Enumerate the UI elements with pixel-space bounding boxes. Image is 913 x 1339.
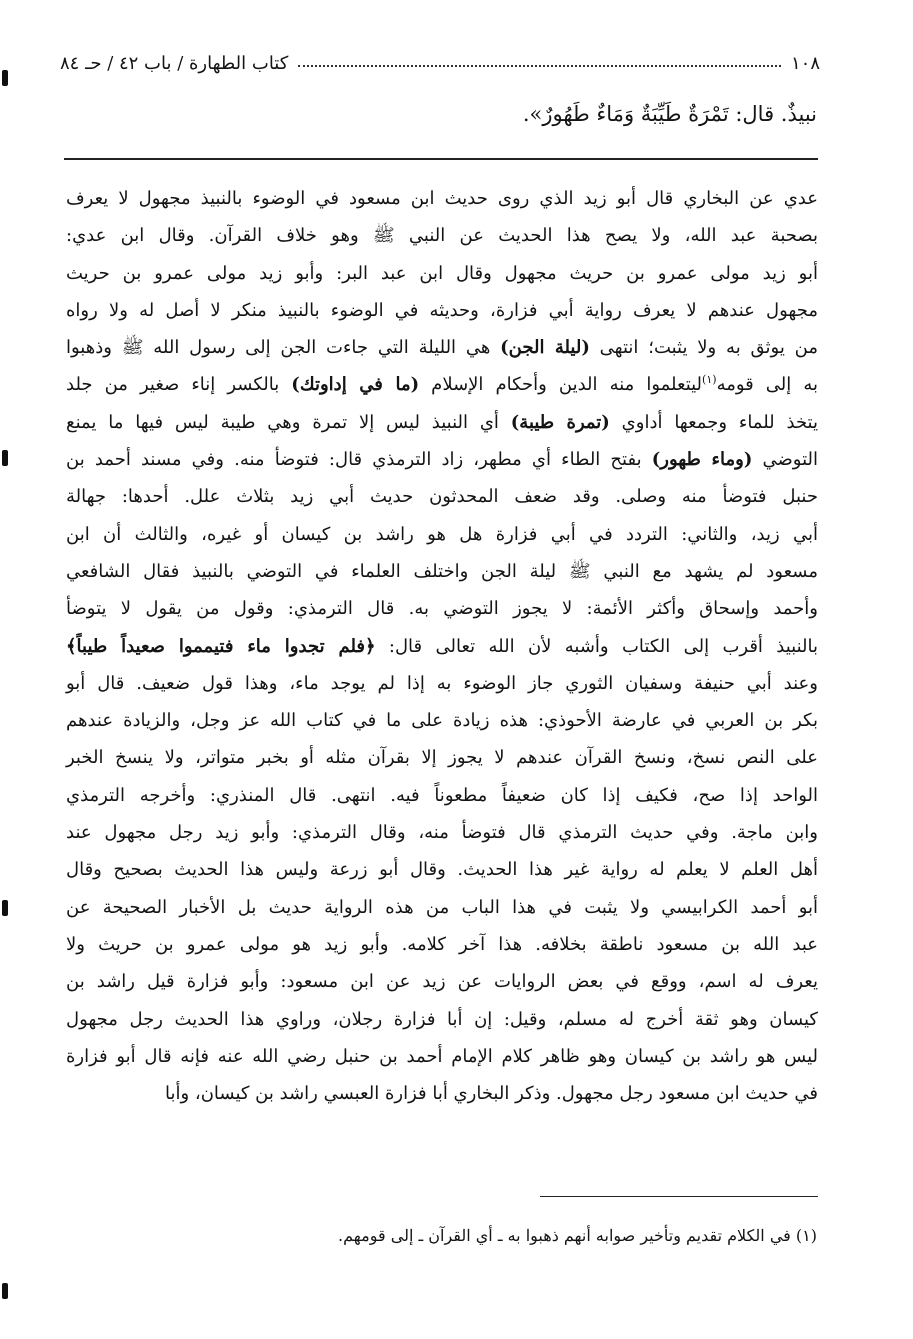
text-run: يتخذ للماء وجمعها أداوي [609,411,818,433]
text-run: من يوثق به ولا يثبت؛ انتهى [589,337,818,359]
commentary-line [66,1001,818,1038]
commentary-text [66,180,818,1112]
text-run: وأحمد وإسحاق وأكثر الأئمة: لا يجوز التوضي به. قال الترمذي: وقول من يقول لا يتوضأ [66,598,818,620]
commentary-line [66,329,818,366]
commentary-line [66,516,818,553]
footnote-separator [540,1196,818,1197]
scan-edge-mark [2,1283,8,1299]
text-run: عدي عن البخاري قال أبو زيد الذي روى حديث ابن مسعود في الوضوء بالنبيذ مجهول لا يعرف [66,188,818,209]
text-run: ليتعلموا منه الدين وأحكام الإسلام [419,374,703,396]
commentary-line [66,702,818,739]
commentary-line [66,590,818,627]
commentary-line [66,889,818,926]
commentary-line [66,255,818,292]
commentary-line [66,963,818,1000]
commentary-line [66,926,818,963]
text-run: أبو أحمد الكرابيسي ولا يثبت في هذا الباب من هذه الرواية حديث بل الأخبار الصحيحة عن [66,896,819,918]
text-run: بالنبيذ أقرب إلى الكتاب وأشبه لأن الله تعالى قال: [375,635,818,657]
commentary-line [66,553,818,590]
text-run: أهل العلم لا يعلم له رواية غير هذا الحديث. وقال أبو زرعة وليس هذا الحديث بصحيح وقال [66,859,818,881]
footnote: (١) في الكلام تقديم وتأخير صوابه أنهم ذهبوا به ـ أي القرآن ـ إلى قومهم. [338,1226,817,1245]
text-run: أي النبيذ ليس إلا تمرة وهي طيبة ليس فيها ما يمنع [66,411,511,433]
commentary-line [66,292,818,329]
commentary-line [66,217,818,254]
text-run: هي الليلة التي جاءت الجن إلى رسول الله ﷺ وذهبوا [66,337,501,359]
lemma-bold: (ما في إداوتك) [291,374,420,396]
text-run: بالكسر إناء صغير من جلد [66,374,292,396]
text-run: حنبل فتوضأ منه وصلى. وقد ضعف المحدثون حديث أبي زيد بثلاث علل. أحدها: جهالة [66,486,818,508]
commentary-line [66,441,818,478]
lemma-bold: (وماء طهور) [651,449,753,471]
text-run: مجهول عندهم لا يعرف رواية أبي فزارة، وحديثه في الوضوء بالنبيذ منكر لا أصل له ولا رواه [66,299,818,321]
text-run: به إلى قومه [716,374,818,396]
running-title: كتاب الطهارة / باب ٤٢ / حـ ٨٤ [60,52,289,74]
commentary-line [66,851,818,888]
scan-edge-mark [2,900,8,916]
commentary-line [66,1038,818,1075]
running-header [60,48,820,78]
text-run: ليس هو راشد بن كيسان وهو ظاهر كلام الإمام أحمد بن حنبل رضي الله عنه فإنه قال أبو فزارة [66,1045,818,1067]
commentary-line [66,1075,818,1112]
scan-edge-mark [2,450,8,466]
commentary-line [66,739,818,776]
text-run: على النص نسخ، ونسخ القرآن عندهم لا يجوز إلا بقرآن مثله أو بخبر متواتر، ولا ينسخ الخبر [66,747,818,769]
text-run: عبد الله بن مسعود ناطقة بخلافه. هذا آخر كلامه. وأبو زيد هو مولى عمرو بن حريث ولا [66,933,818,955]
text-run: أبي زيد، والثاني: التردد في أبي فزارة هل هو راشد بن كيسان أو غيره، والثالث أن ابن [66,523,818,545]
commentary-line [66,628,818,665]
commentary-line [66,777,818,814]
text-run: وابن ماجة. وفي حديث الترمذي قال فتوضأ منه، وقال الترمذي: وأبو زيد رجل مجهول عند [66,822,818,844]
text-run: كيسان وهو ثقة أخرج له مسلم، وقيل: إن أبا فزارة رجلان، وراوي هذا الحديث رجل مجهول [66,1008,818,1030]
text-run: يعرف له اسم، ووقع في بعض الروايات عن زيد عن ابن مسعود: وأبو فزارة قيل راشد بن [66,971,818,993]
text-run: أبو زيد مولى عمرو بن حريث مجهول وقال ابن عبد البر: وأبو زيد مولى عمرو بن حريث [66,262,818,284]
text-run: التوضي [752,449,818,471]
text-run: بكر بن العربي في عارضة الأحوذي: هذه زيادة على ما في كتاب الله عز وجل، والزيادة عندهم [66,710,818,732]
commentary-line [66,814,818,851]
commentary-line [66,180,818,217]
scan-edge-mark [2,70,8,86]
text-run: في حديث ابن مسعود رجل مجهول. وذكر البخاري أبا فزارة العبسي راشد بن كيسان، وأبا [164,1083,818,1105]
header-dotted-leader [298,65,781,67]
text-run: بفتح الطاء أي مطهر، زاد الترمذي قال: فتوضأ منه. وفي مسند أحمد بن [66,449,652,471]
commentary-line [66,404,818,441]
page-number: ١٠٨ [790,52,820,74]
commentary-line [66,366,818,403]
commentary-line [66,665,818,702]
text-run: وعند أبي حنيفة وسفيان الثوري جاز الوضوء به إذا لم يوجد ماء، وهذا قول ضعيف. قال أبو [66,672,818,694]
lemma-bold: (تمرة طيبة) [510,411,610,433]
separator-rule [64,158,818,160]
footnote-marker: (١) [702,373,717,387]
text-run: الواحد إذا صح، فكيف إذا كان ضعيفاً مطعوناً فيه. انتهى. قال المنذري: وأخرجه الترمذي [66,784,818,806]
text-run: مسعود لم يشهد مع النبي ﷺ ليلة الجن واختلف العلماء في التوضي بالنبيذ فقال الشافعي [66,560,818,582]
commentary-line [66,478,818,515]
hadith-continuation-line: نبيذٌ. قال: تَمْرَةٌ طَيِّبَةٌ وَمَاءٌ طَهُورٌ». [522,102,817,126]
lemma-bold: ﴿فلم تجدوا ماء فتيمموا صعيداً طيباً﴾ [66,635,376,657]
lemma-bold: (ليلة الجن) [500,337,590,359]
text-run: بصحبة عبد الله، ولا يصح هذا الحديث عن النبي ﷺ وهو خلاف القرآن. وقال ابن عدي: [66,225,818,247]
